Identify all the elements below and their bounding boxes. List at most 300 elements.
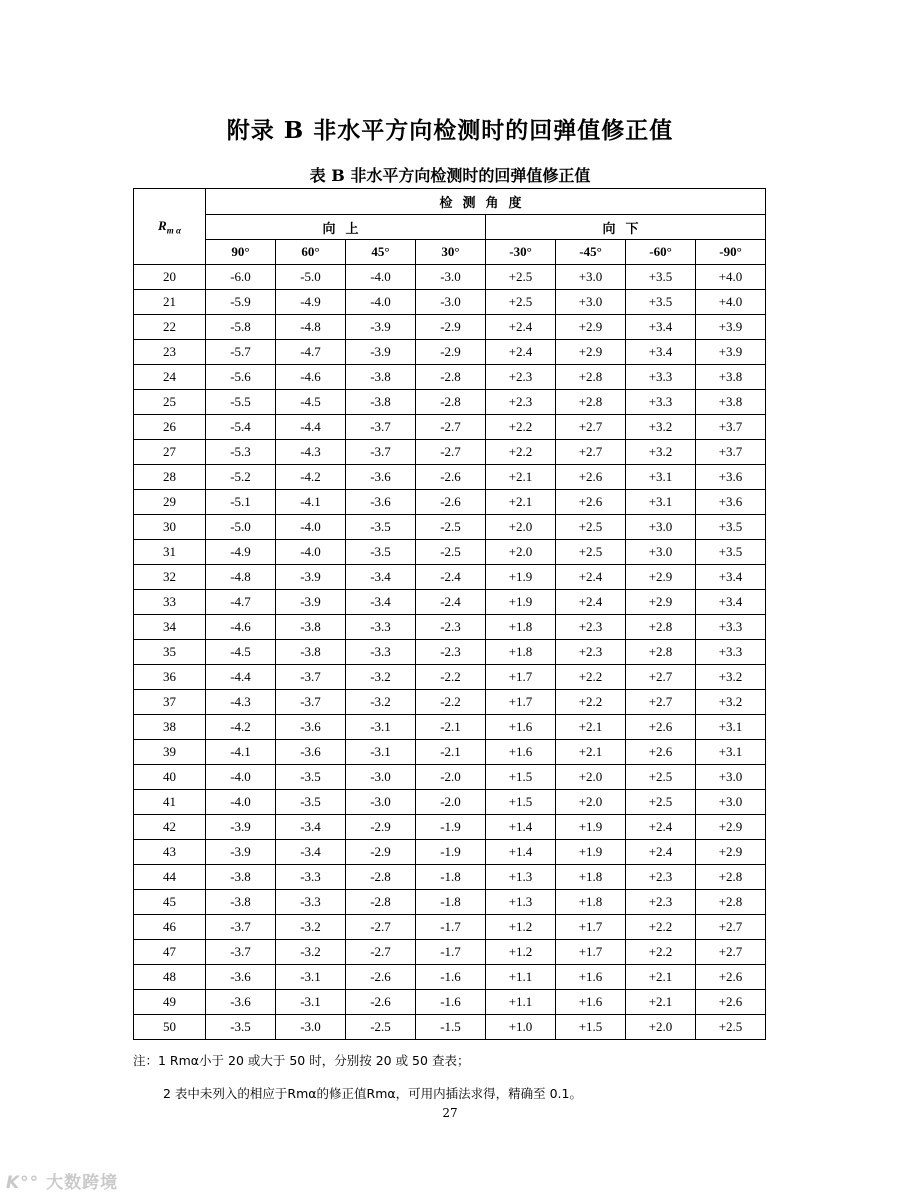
- correction-value: -5.5: [206, 390, 276, 415]
- rma-value: 32: [134, 565, 206, 590]
- watermark-logo-icon: K°°: [6, 1173, 47, 1193]
- correction-value: +1.8: [556, 865, 626, 890]
- correction-value: +2.3: [626, 890, 696, 915]
- correction-value: -3.0: [346, 790, 416, 815]
- correction-value: +1.4: [486, 815, 556, 840]
- correction-value: -3.3: [346, 615, 416, 640]
- correction-value: -6.0: [206, 265, 276, 290]
- correction-value: +1.7: [556, 915, 626, 940]
- correction-value: +1.6: [556, 965, 626, 990]
- correction-value: +3.0: [556, 290, 626, 315]
- correction-value: +2.3: [486, 365, 556, 390]
- correction-value: -3.2: [276, 940, 346, 965]
- page-title: 附录 B 非水平方向检测时的回弹值修正值: [226, 117, 674, 144]
- correction-value: +1.1: [486, 965, 556, 990]
- correction-value: -3.7: [206, 940, 276, 965]
- correction-value: -3.7: [276, 690, 346, 715]
- rma-value: 21: [134, 290, 206, 315]
- rma-value: 34: [134, 615, 206, 640]
- correction-value: -3.9: [206, 815, 276, 840]
- table-row: [134, 590, 766, 615]
- correction-value: -2.8: [346, 890, 416, 915]
- table-row: [134, 565, 766, 590]
- correction-value: -3.6: [346, 490, 416, 515]
- rma-value: 41: [134, 790, 206, 815]
- correction-value: +2.1: [486, 490, 556, 515]
- correction-value: +1.6: [556, 990, 626, 1015]
- correction-value: +1.2: [486, 915, 556, 940]
- correction-value: +2.1: [556, 715, 626, 740]
- correction-value: +1.7: [486, 665, 556, 690]
- correction-value: -2.7: [416, 415, 486, 440]
- correction-value: +2.4: [556, 565, 626, 590]
- correction-value: -3.8: [206, 865, 276, 890]
- correction-value: -4.9: [206, 540, 276, 565]
- correction-value: +1.5: [486, 790, 556, 815]
- correction-value: -2.6: [346, 965, 416, 990]
- table-row: [134, 890, 766, 915]
- correction-value: -4.1: [276, 490, 346, 515]
- rma-value: 31: [134, 540, 206, 565]
- rma-value: 50: [134, 1015, 206, 1040]
- correction-value: +3.2: [696, 665, 766, 690]
- correction-value: -4.7: [206, 590, 276, 615]
- angle-header: 60°: [276, 240, 346, 265]
- correction-value: -4.3: [276, 440, 346, 465]
- correction-value: +3.8: [696, 365, 766, 390]
- correction-value: +2.7: [696, 915, 766, 940]
- rma-value: 24: [134, 365, 206, 390]
- rma-value: 27: [134, 440, 206, 465]
- correction-value: +1.9: [556, 815, 626, 840]
- correction-value: +3.1: [626, 465, 696, 490]
- correction-value: +2.7: [556, 415, 626, 440]
- correction-value: +1.6: [486, 740, 556, 765]
- correction-value: -1.7: [416, 940, 486, 965]
- correction-value: -3.6: [276, 740, 346, 765]
- correction-value: -2.9: [346, 815, 416, 840]
- table-caption: 表 B 非水平方向检测时的回弹值修正值: [309, 166, 591, 185]
- note-1: 注：1 Rmα小于 20 或大于 50 时，分别按 20 或 50 查表；: [133, 1053, 470, 1068]
- table-row: [134, 490, 766, 515]
- correction-value: -2.1: [416, 715, 486, 740]
- correction-value: +2.4: [486, 340, 556, 365]
- correction-value: -2.5: [346, 1015, 416, 1040]
- correction-value: +3.4: [626, 315, 696, 340]
- correction-value: -1.9: [416, 815, 486, 840]
- correction-value: -3.1: [346, 740, 416, 765]
- correction-value: -3.2: [276, 915, 346, 940]
- correction-value: +1.3: [486, 865, 556, 890]
- table-row: [134, 1015, 766, 1040]
- table-row: [134, 340, 766, 365]
- correction-value: -4.0: [346, 290, 416, 315]
- correction-value: -3.8: [346, 390, 416, 415]
- table-row: [134, 740, 766, 765]
- correction-value: -2.5: [416, 540, 486, 565]
- correction-value: +3.2: [696, 690, 766, 715]
- correction-value: +2.5: [556, 540, 626, 565]
- correction-value: -4.8: [276, 315, 346, 340]
- correction-value: -1.5: [416, 1015, 486, 1040]
- correction-value: +3.0: [696, 765, 766, 790]
- angle-header: -30°: [486, 240, 556, 265]
- correction-value: +3.8: [696, 390, 766, 415]
- angle-header: 45°: [346, 240, 416, 265]
- correction-value: -2.6: [416, 490, 486, 515]
- correction-value: -4.0: [276, 540, 346, 565]
- correction-value: +3.2: [626, 415, 696, 440]
- correction-value: -5.0: [276, 265, 346, 290]
- correction-value: +2.9: [696, 815, 766, 840]
- correction-value: -2.0: [416, 790, 486, 815]
- correction-value: +2.8: [626, 615, 696, 640]
- correction-value: +2.8: [626, 640, 696, 665]
- table-row: [134, 765, 766, 790]
- detect-angle-header: 检测角度: [206, 189, 766, 215]
- correction-value: +3.3: [696, 615, 766, 640]
- correction-value: +2.8: [696, 890, 766, 915]
- correction-value: -5.4: [206, 415, 276, 440]
- correction-value: -2.7: [346, 915, 416, 940]
- rma-value: 33: [134, 590, 206, 615]
- correction-value: -3.5: [346, 515, 416, 540]
- correction-value: -4.2: [276, 465, 346, 490]
- correction-table: [133, 188, 766, 1040]
- correction-value: -2.6: [346, 990, 416, 1015]
- table-row: [134, 515, 766, 540]
- correction-value: -3.0: [276, 1015, 346, 1040]
- correction-value: +2.3: [486, 390, 556, 415]
- table-row: [134, 865, 766, 890]
- correction-value: -2.3: [416, 640, 486, 665]
- correction-value: +3.1: [696, 740, 766, 765]
- correction-value: -2.9: [416, 315, 486, 340]
- table-row: [134, 965, 766, 990]
- table-row: [134, 640, 766, 665]
- correction-value: +3.1: [696, 715, 766, 740]
- correction-value: +2.7: [556, 440, 626, 465]
- correction-value: -3.3: [346, 640, 416, 665]
- correction-value: +1.8: [486, 615, 556, 640]
- table-row: [134, 365, 766, 390]
- correction-value: -2.2: [416, 690, 486, 715]
- correction-value: +1.3: [486, 890, 556, 915]
- correction-value: +3.0: [626, 540, 696, 565]
- correction-value: -3.4: [276, 815, 346, 840]
- correction-value: -2.9: [346, 840, 416, 865]
- correction-value: +1.9: [486, 590, 556, 615]
- correction-value: +3.9: [696, 340, 766, 365]
- correction-value: -4.3: [206, 690, 276, 715]
- correction-value: +2.0: [556, 790, 626, 815]
- rma-value: 44: [134, 865, 206, 890]
- correction-value: +1.7: [556, 940, 626, 965]
- correction-value: +2.2: [486, 415, 556, 440]
- correction-value: -3.3: [276, 865, 346, 890]
- correction-value: -3.9: [346, 340, 416, 365]
- correction-value: +2.0: [626, 1015, 696, 1040]
- correction-value: +2.0: [556, 765, 626, 790]
- correction-value: -2.2: [416, 665, 486, 690]
- table-row: [134, 940, 766, 965]
- correction-value: +2.9: [626, 590, 696, 615]
- correction-value: +3.6: [696, 465, 766, 490]
- correction-value: +2.3: [556, 615, 626, 640]
- correction-value: +3.3: [626, 390, 696, 415]
- correction-value: +1.4: [486, 840, 556, 865]
- correction-value: -3.2: [346, 665, 416, 690]
- correction-value: +3.5: [696, 540, 766, 565]
- correction-value: +2.3: [556, 640, 626, 665]
- correction-value: +2.6: [556, 490, 626, 515]
- correction-value: +2.3: [626, 865, 696, 890]
- correction-value: -3.9: [206, 840, 276, 865]
- correction-value: +3.3: [626, 365, 696, 390]
- correction-value: +3.5: [626, 290, 696, 315]
- correction-value: -2.0: [416, 765, 486, 790]
- correction-value: +1.9: [556, 840, 626, 865]
- correction-value: -3.0: [416, 265, 486, 290]
- correction-value: -1.8: [416, 890, 486, 915]
- correction-value: -5.6: [206, 365, 276, 390]
- correction-value: -2.8: [416, 365, 486, 390]
- correction-value: +2.6: [626, 740, 696, 765]
- correction-value: -3.2: [346, 690, 416, 715]
- rma-value: 22: [134, 315, 206, 340]
- correction-value: +2.4: [486, 315, 556, 340]
- correction-value: -4.7: [276, 340, 346, 365]
- rma-value: 48: [134, 965, 206, 990]
- correction-value: -3.9: [346, 315, 416, 340]
- correction-value: -3.9: [276, 590, 346, 615]
- rma-value: 26: [134, 415, 206, 440]
- correction-value: +2.9: [696, 840, 766, 865]
- correction-value: -2.1: [416, 740, 486, 765]
- correction-value: +1.8: [486, 640, 556, 665]
- correction-value: -4.4: [206, 665, 276, 690]
- table-row: [134, 540, 766, 565]
- correction-value: -5.1: [206, 490, 276, 515]
- correction-value: +2.2: [556, 690, 626, 715]
- correction-value: -3.9: [276, 565, 346, 590]
- correction-value: -3.1: [346, 715, 416, 740]
- correction-value: +2.4: [626, 840, 696, 865]
- correction-value: +2.5: [626, 765, 696, 790]
- correction-value: +2.8: [696, 865, 766, 890]
- correction-value: -3.7: [276, 665, 346, 690]
- correction-value: +2.9: [556, 315, 626, 340]
- correction-value: +1.2: [486, 940, 556, 965]
- angle-header: 30°: [416, 240, 486, 265]
- correction-value: +2.2: [556, 665, 626, 690]
- table-row: [134, 265, 766, 290]
- correction-value: +3.0: [556, 265, 626, 290]
- rma-value: 36: [134, 665, 206, 690]
- correction-value: +1.6: [486, 715, 556, 740]
- correction-value: +2.5: [486, 290, 556, 315]
- angle-header: -90°: [696, 240, 766, 265]
- rma-value: 39: [134, 740, 206, 765]
- correction-value: +2.6: [626, 715, 696, 740]
- correction-value: +1.1: [486, 990, 556, 1015]
- correction-value: +4.0: [696, 290, 766, 315]
- correction-value: -2.3: [416, 615, 486, 640]
- correction-value: -4.5: [206, 640, 276, 665]
- correction-value: +1.7: [486, 690, 556, 715]
- correction-value: -4.4: [276, 415, 346, 440]
- correction-value: +3.2: [626, 440, 696, 465]
- correction-value: -4.0: [346, 265, 416, 290]
- correction-value: -3.6: [276, 715, 346, 740]
- correction-value: -5.8: [206, 315, 276, 340]
- correction-value: -3.0: [416, 290, 486, 315]
- correction-value: +2.1: [486, 465, 556, 490]
- correction-value: -3.6: [346, 465, 416, 490]
- correction-value: -3.5: [206, 1015, 276, 1040]
- correction-value: +2.1: [626, 990, 696, 1015]
- correction-value: -3.5: [346, 540, 416, 565]
- rma-value: 28: [134, 465, 206, 490]
- correction-value: -3.0: [346, 765, 416, 790]
- correction-value: -3.5: [276, 765, 346, 790]
- table-row: [134, 615, 766, 640]
- correction-value: +3.9: [696, 315, 766, 340]
- correction-value: -2.4: [416, 565, 486, 590]
- correction-value: +3.4: [696, 565, 766, 590]
- correction-value: +2.7: [626, 665, 696, 690]
- table-row: [134, 715, 766, 740]
- correction-value: +3.5: [626, 265, 696, 290]
- correction-value: -3.5: [276, 790, 346, 815]
- correction-value: -1.9: [416, 840, 486, 865]
- correction-value: -3.6: [206, 990, 276, 1015]
- correction-value: -5.3: [206, 440, 276, 465]
- upward-header: 向上: [206, 215, 486, 240]
- correction-value: -4.0: [276, 515, 346, 540]
- correction-value: -2.8: [416, 390, 486, 415]
- angle-header: -60°: [626, 240, 696, 265]
- correction-value: +2.7: [696, 940, 766, 965]
- correction-value: +2.8: [556, 365, 626, 390]
- correction-value: +2.1: [556, 740, 626, 765]
- correction-value: -2.6: [416, 465, 486, 490]
- correction-value: +2.2: [626, 940, 696, 965]
- correction-value: -3.3: [276, 890, 346, 915]
- correction-value: +3.4: [696, 590, 766, 615]
- rma-value: 40: [134, 765, 206, 790]
- correction-value: -2.7: [416, 440, 486, 465]
- correction-value: -2.9: [416, 340, 486, 365]
- correction-value: +2.4: [556, 590, 626, 615]
- correction-value: +2.1: [626, 965, 696, 990]
- correction-value: +3.1: [626, 490, 696, 515]
- correction-value: +2.0: [486, 540, 556, 565]
- correction-value: -5.7: [206, 340, 276, 365]
- correction-value: -4.6: [206, 615, 276, 640]
- correction-value: +2.2: [626, 915, 696, 940]
- correction-value: -4.6: [276, 365, 346, 390]
- rma-value: 25: [134, 390, 206, 415]
- correction-value: -1.8: [416, 865, 486, 890]
- correction-value: -3.6: [206, 965, 276, 990]
- correction-value: +2.8: [556, 390, 626, 415]
- correction-value: -2.4: [416, 590, 486, 615]
- correction-value: +1.0: [486, 1015, 556, 1040]
- correction-value: -5.0: [206, 515, 276, 540]
- rma-value: 20: [134, 265, 206, 290]
- rma-value: 47: [134, 940, 206, 965]
- correction-value: +3.3: [696, 640, 766, 665]
- correction-value: -3.8: [276, 640, 346, 665]
- correction-value: +1.5: [556, 1015, 626, 1040]
- correction-value: +2.0: [486, 515, 556, 540]
- correction-value: -4.0: [206, 765, 276, 790]
- correction-value: +1.5: [486, 765, 556, 790]
- correction-value: +2.6: [696, 990, 766, 1015]
- correction-value: -5.2: [206, 465, 276, 490]
- correction-value: +2.4: [626, 815, 696, 840]
- correction-value: +2.5: [556, 515, 626, 540]
- correction-value: -3.4: [276, 840, 346, 865]
- correction-value: +2.5: [486, 265, 556, 290]
- correction-value: -3.8: [346, 365, 416, 390]
- correction-value: -1.6: [416, 965, 486, 990]
- rma-value: 45: [134, 890, 206, 915]
- correction-value: +1.9: [486, 565, 556, 590]
- rma-value: 23: [134, 340, 206, 365]
- correction-value: +3.7: [696, 415, 766, 440]
- rma-value: 35: [134, 640, 206, 665]
- correction-value: -1.7: [416, 915, 486, 940]
- correction-value: -4.0: [206, 790, 276, 815]
- correction-value: -3.8: [206, 890, 276, 915]
- correction-value: -3.8: [276, 615, 346, 640]
- correction-value: +3.0: [626, 515, 696, 540]
- watermark: K°° 大数跨境: [6, 1173, 119, 1193]
- table-row: [134, 840, 766, 865]
- table-row: [134, 815, 766, 840]
- table-row: [134, 990, 766, 1015]
- correction-value: +4.0: [696, 265, 766, 290]
- table-row: [134, 465, 766, 490]
- correction-value: +2.6: [696, 965, 766, 990]
- rma-value: 46: [134, 915, 206, 940]
- page-number: 27: [442, 1106, 458, 1120]
- rma-value: 29: [134, 490, 206, 515]
- correction-value: -3.7: [346, 415, 416, 440]
- correction-value: +3.6: [696, 490, 766, 515]
- downward-header: 向下: [486, 215, 766, 240]
- correction-value: +2.5: [626, 790, 696, 815]
- table-row: [134, 415, 766, 440]
- correction-value: -5.9: [206, 290, 276, 315]
- correction-value: -4.1: [206, 740, 276, 765]
- correction-value: +2.2: [486, 440, 556, 465]
- table-row: [134, 790, 766, 815]
- table-row: [134, 665, 766, 690]
- correction-value: -2.8: [346, 865, 416, 890]
- table-row: [134, 290, 766, 315]
- angle-header: -45°: [556, 240, 626, 265]
- rma-header: $R_{m \alpha}$: [134, 189, 206, 265]
- rma-value: 42: [134, 815, 206, 840]
- correction-value: -2.7: [346, 940, 416, 965]
- table-row: [134, 690, 766, 715]
- correction-value: -2.5: [416, 515, 486, 540]
- table-row: [134, 915, 766, 940]
- correction-value: -1.6: [416, 990, 486, 1015]
